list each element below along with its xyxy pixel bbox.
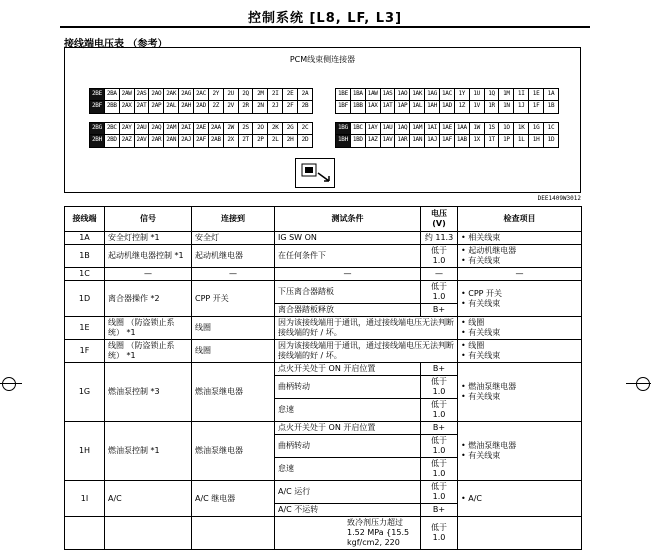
table-row bbox=[65, 245, 582, 268]
connector-pin: 1AE bbox=[440, 123, 455, 135]
connector-pin: 1AH bbox=[425, 101, 440, 113]
connector-pin: 2BC bbox=[105, 123, 120, 135]
connector-pin: 1AX bbox=[366, 101, 381, 113]
inspection-cell bbox=[458, 517, 582, 550]
connector-pin: 1I bbox=[514, 89, 529, 101]
connector-pin: 1J bbox=[514, 101, 529, 113]
connector-pin: 2AT bbox=[135, 101, 150, 113]
connector-pin: 2P bbox=[253, 135, 268, 147]
connector-pin: 2E bbox=[283, 89, 298, 101]
connector-pin: 1BE bbox=[336, 89, 351, 101]
table-row bbox=[65, 340, 582, 363]
connector-pin: 1S bbox=[485, 123, 500, 135]
connector-pin: 1AV bbox=[381, 135, 396, 147]
connected-cell: 安全灯 bbox=[192, 232, 275, 245]
signal-cell: 安全灯控制 *1 bbox=[105, 232, 192, 245]
connector-pin: 1AJ bbox=[425, 135, 440, 147]
connector-pin: 1V bbox=[470, 101, 485, 113]
connector-pin: 2C bbox=[298, 123, 312, 135]
connector-pin: 1BD bbox=[351, 135, 366, 147]
connector-pin: 2BB bbox=[105, 101, 120, 113]
connector-pin: 1AQ bbox=[395, 123, 410, 135]
connector-pin: 1H bbox=[529, 135, 544, 147]
connector-pin: 1G bbox=[529, 123, 544, 135]
connector-pin: 2U bbox=[224, 89, 239, 101]
signal-cell: 线圈 （防盗锁止系统） *1 bbox=[105, 340, 192, 363]
terminal-cell: 1B bbox=[65, 245, 105, 268]
terminal-cell: 1D bbox=[65, 281, 105, 317]
page-header: 控制系统 [L8, LF, L3] bbox=[247, 11, 403, 26]
condition-cell: 离合器踏板释放 bbox=[275, 304, 421, 317]
condition-cell: 怠速 bbox=[275, 399, 421, 422]
voltage-cell: B+ bbox=[421, 304, 458, 317]
connector-pin: 2AJ bbox=[179, 135, 194, 147]
connector-pin: 1AU bbox=[381, 123, 396, 135]
connector-pin: 1AA bbox=[455, 123, 470, 135]
voltage-cell: 低于 1.0 bbox=[421, 435, 458, 458]
connector-pin: 2AP bbox=[149, 101, 164, 113]
connector-pin: 1BB bbox=[351, 101, 366, 113]
connector-pin: 1F bbox=[529, 101, 544, 113]
voltage-cell: 低于 1.0 bbox=[421, 281, 458, 304]
voltage-cell: 低于 1.0 bbox=[421, 517, 458, 550]
connector-pin: 1AY bbox=[366, 123, 381, 135]
connector-pin: 1A bbox=[544, 89, 558, 101]
connected-cell: 起动机继电器 bbox=[192, 245, 275, 268]
connector-pin: 1E bbox=[529, 89, 544, 101]
header-rule bbox=[60, 26, 590, 28]
connector-pin: 1AR bbox=[395, 135, 410, 147]
col-connected-to: 连接到 bbox=[192, 207, 275, 232]
inspection-cell: • 燃油泵继电器 • 有关线束 bbox=[458, 422, 582, 481]
voltage-cell: B+ bbox=[421, 422, 458, 435]
connected-cell: A/C 继电器 bbox=[192, 481, 275, 517]
connector-pin: 1B bbox=[547, 102, 555, 109]
connector-pin: 1O bbox=[499, 123, 514, 135]
connector-pin: 2AB bbox=[209, 135, 224, 147]
table-row bbox=[65, 232, 582, 245]
connector-pin: 1L bbox=[514, 135, 529, 147]
col-signal: 信号 bbox=[105, 207, 192, 232]
connector-block-1-top bbox=[335, 88, 559, 114]
inspection-cell: • 相关线束 bbox=[458, 232, 582, 245]
condition-cell: 怠速 bbox=[275, 458, 421, 481]
table-row bbox=[65, 363, 582, 376]
connector-pin: 2M bbox=[253, 89, 268, 101]
connector-pin: 1Y bbox=[455, 89, 470, 101]
inspection-cell: • 线圈 • 有关线束 bbox=[458, 317, 582, 340]
signal-cell: — bbox=[105, 268, 192, 281]
connector-pin: 2Z bbox=[209, 101, 224, 113]
connector-pin: 1Q bbox=[485, 89, 500, 101]
connector-pin: 2AQ bbox=[149, 123, 164, 135]
connector-pin: 2AX bbox=[120, 101, 135, 113]
connector-pin: 2BD bbox=[105, 135, 120, 147]
connector-pin: 1AS bbox=[381, 89, 396, 101]
connector-pin: 2AZ bbox=[120, 135, 135, 147]
connector-pin: 1P bbox=[499, 135, 514, 147]
voltage-cell: B+ bbox=[421, 363, 458, 376]
connector-pin: 2AR bbox=[149, 135, 164, 147]
connector-pin: 2T bbox=[239, 135, 254, 147]
connector-pin: 2R bbox=[239, 101, 254, 113]
terminal-cell: 1A bbox=[65, 232, 105, 245]
connector-pin: 1AN bbox=[410, 135, 425, 147]
col-inspection: 检查项目 bbox=[458, 207, 582, 232]
connector-pin: 2AM bbox=[164, 123, 179, 135]
connector-pin: 2Q bbox=[239, 89, 254, 101]
connector-pin: 1BC bbox=[351, 123, 366, 135]
connector-pin: 2L bbox=[268, 135, 283, 147]
voltage-cell: 约 11.3 bbox=[421, 232, 458, 245]
connector-pin: 2AF bbox=[194, 135, 209, 147]
terminal-cell: 1F bbox=[65, 340, 105, 363]
condition-cell: A/C 不运转 bbox=[275, 504, 421, 517]
connector-pin-row bbox=[336, 89, 558, 101]
table-row bbox=[65, 317, 582, 340]
connector-pin: 1AF bbox=[440, 135, 455, 147]
connector-pin: 2AI bbox=[179, 123, 194, 135]
voltage-cell: 低于 1.0 bbox=[421, 376, 458, 399]
inspection-cell: • 线圈 • 有关线束 bbox=[458, 340, 582, 363]
connected-cell: CPP 开关 bbox=[192, 281, 275, 317]
connected-cell bbox=[192, 517, 275, 550]
connector-pin-row bbox=[90, 135, 312, 147]
connected-cell: 燃油泵继电器 bbox=[192, 363, 275, 422]
connector-pin: 2AC bbox=[194, 89, 209, 101]
table-header-row bbox=[65, 207, 582, 232]
connector-pin: 2G bbox=[283, 123, 298, 135]
terminal-cell: 1G bbox=[65, 363, 105, 422]
connector-pin: 1R bbox=[485, 101, 500, 113]
connector-pin: 1AO bbox=[395, 89, 410, 101]
condition-cell: 因为该接线端用于通讯，通过接线端电压无法判断接线端的好 / 坏。 bbox=[275, 317, 458, 340]
connector-pin: 1AB bbox=[455, 135, 470, 147]
terminal-voltage-table bbox=[64, 206, 582, 550]
connector-plug-icon bbox=[295, 158, 335, 188]
connector-pin: 1BG bbox=[336, 123, 351, 135]
condition-cell: 下压离合器踏板 bbox=[275, 281, 421, 304]
connector-pin: 2AN bbox=[164, 135, 179, 147]
connector-pin: 2S bbox=[239, 123, 254, 135]
connector-pin: 2AO bbox=[149, 89, 164, 101]
voltage-cell: 低于 1.0 bbox=[421, 399, 458, 422]
connector-pin: 1W bbox=[470, 123, 485, 135]
connector-pin: 1BA bbox=[351, 89, 366, 101]
connector-pin: 2I bbox=[268, 89, 283, 101]
connector-pin: 2Y bbox=[209, 89, 224, 101]
terminal-cell bbox=[65, 517, 105, 550]
connector-pin: 2BE bbox=[90, 89, 105, 101]
connected-cell: 线圈 bbox=[192, 317, 275, 340]
connector-pin: 1K bbox=[514, 123, 529, 135]
condition-cell: IG SW ON bbox=[275, 232, 421, 245]
connector-pin: 1AL bbox=[410, 101, 425, 113]
connector-block-1-bottom bbox=[335, 122, 559, 148]
connector-pin: 1AZ bbox=[366, 135, 381, 147]
connector-pin: 1AK bbox=[410, 89, 425, 101]
col-voltage: 电压 (V) bbox=[421, 207, 458, 232]
connector-pin: 2X bbox=[224, 135, 239, 147]
signal-cell bbox=[105, 517, 192, 550]
connector-pin: 1U bbox=[470, 89, 485, 101]
col-test-condition: 测试条件 bbox=[275, 207, 421, 232]
condition-cell: 曲柄转动 bbox=[275, 435, 421, 458]
condition-cell: 点火开关处于 ON 开启位置 bbox=[275, 422, 421, 435]
terminal-cell: 1H bbox=[65, 422, 105, 481]
connector-pin: 2H bbox=[283, 135, 298, 147]
connector-pin: 2AD bbox=[194, 101, 209, 113]
connector-pin: 1C bbox=[544, 123, 558, 135]
connector-pin: 1N bbox=[499, 101, 514, 113]
voltage-cell: B+ bbox=[421, 504, 458, 517]
signal-cell: 燃油泵控制 *3 bbox=[105, 363, 192, 422]
connector-pin: 2K bbox=[268, 123, 283, 135]
connector-pin: 2V bbox=[224, 101, 239, 113]
connector-pin: 2F bbox=[283, 101, 298, 113]
inspection-cell: • CPP 开关 • 有关线束 bbox=[458, 281, 582, 317]
connector-pin: 2B bbox=[301, 102, 309, 109]
signal-cell: A/C bbox=[105, 481, 192, 517]
connector-pin: 1AT bbox=[381, 101, 396, 113]
connector-pin: 2AH bbox=[179, 101, 194, 113]
terminal-cell: 1E bbox=[65, 317, 105, 340]
connected-cell: 线圈 bbox=[192, 340, 275, 363]
inspection-cell: • A/C bbox=[458, 481, 582, 517]
connector-figure bbox=[64, 47, 581, 193]
section-title: 接线端电压表 （参考） bbox=[64, 39, 168, 50]
condition-cell: A/C 运行 bbox=[275, 481, 421, 504]
connector-pin: 2O bbox=[253, 123, 268, 135]
signal-cell: 燃油泵控制 *1 bbox=[105, 422, 192, 481]
connector-pin: 2AL bbox=[164, 101, 179, 113]
table-row bbox=[65, 281, 582, 304]
crop-mark-left-line bbox=[0, 383, 22, 384]
connector-pin: 1D bbox=[547, 136, 555, 143]
connector-pin: 1X bbox=[470, 135, 485, 147]
connector-pin-row bbox=[336, 123, 558, 135]
table-row bbox=[65, 481, 582, 504]
connector-pin-row bbox=[336, 135, 558, 147]
connector-pin: 1AG bbox=[425, 89, 440, 101]
connector-pin: 1AD bbox=[440, 101, 455, 113]
condition-cell: 因为该接线端用于通讯，通过接线端电压无法判断接线端的好 / 坏。 bbox=[275, 340, 458, 363]
connector-pin: 1AI bbox=[425, 123, 440, 135]
connector-pin: 1AP bbox=[395, 101, 410, 113]
col-terminal: 接线端 bbox=[65, 207, 105, 232]
condition-cell: 在任何条件下 bbox=[275, 245, 421, 268]
connector-pin: 2AU bbox=[135, 123, 150, 135]
condition-cell: 曲柄转动 bbox=[275, 376, 421, 399]
connector-pin: 2BA bbox=[105, 89, 120, 101]
crop-mark-right-line bbox=[626, 383, 651, 384]
voltage-cell: 低于 1.0 bbox=[421, 458, 458, 481]
connector-pin: 2AK bbox=[164, 89, 179, 101]
voltage-cell: 低于 1.0 bbox=[421, 481, 458, 504]
connector-pin: 2A bbox=[298, 89, 312, 101]
connector-pin: 2AE bbox=[194, 123, 209, 135]
condition-cell: — bbox=[275, 268, 421, 281]
connector-pin: 2BG bbox=[90, 123, 105, 135]
voltage-cell: 低于 1.0 bbox=[421, 245, 458, 268]
connector-pin: 2BF bbox=[90, 101, 105, 113]
figure-code: DEE1409W3012 bbox=[537, 195, 581, 202]
connector-pin: 1BF bbox=[336, 101, 351, 113]
table-row bbox=[65, 268, 582, 281]
connector-pin: 1M bbox=[499, 89, 514, 101]
connected-cell: — bbox=[192, 268, 275, 281]
crop-mark-right bbox=[636, 377, 650, 391]
terminal-cell: 1C bbox=[65, 268, 105, 281]
signal-cell: 起动机继电器控制 *1 bbox=[105, 245, 192, 268]
inspection-cell: • 起动机继电器 • 有关线束 bbox=[458, 245, 582, 268]
table-row bbox=[65, 422, 582, 435]
connector-pin: 2J bbox=[268, 101, 283, 113]
connector-pin: 1T bbox=[485, 135, 500, 147]
connector-pin: 1AC bbox=[440, 89, 455, 101]
connector-pin: 1Z bbox=[455, 101, 470, 113]
inspection-cell: — bbox=[458, 268, 582, 281]
connector-pin-row bbox=[336, 101, 558, 113]
connector-pin: 2AS bbox=[135, 89, 150, 101]
connector-pin: 2AG bbox=[179, 89, 194, 101]
connector-pin: 1AW bbox=[366, 89, 381, 101]
inspection-cell: • 燃油泵继电器 • 有关线束 bbox=[458, 363, 582, 422]
connector-pin: 2AV bbox=[135, 135, 150, 147]
connector-block-2-top bbox=[89, 88, 313, 114]
connector-caption: PCM线束侧连接器 bbox=[289, 55, 356, 64]
connector-pin: 2N bbox=[253, 101, 268, 113]
connected-cell: 燃油泵继电器 bbox=[192, 422, 275, 481]
connector-pin: 1AM bbox=[410, 123, 425, 135]
signal-cell: 线圈 （防盗锁止系统） *1 bbox=[105, 317, 192, 340]
connector-block-2-bottom bbox=[89, 122, 313, 148]
connector-pin: 2AA bbox=[209, 123, 224, 135]
connector-pin: 2D bbox=[301, 136, 309, 143]
voltage-cell: — bbox=[421, 268, 458, 281]
connector-pin-row bbox=[90, 123, 312, 135]
connector-pin: 2BH bbox=[90, 135, 105, 147]
condition-cell: 致冷剂压力超过 1.52 MPa {15.5 kgf/cm2, 220 bbox=[275, 517, 421, 550]
signal-cell: 离合器操作 *2 bbox=[105, 281, 192, 317]
terminal-cell: 1I bbox=[65, 481, 105, 517]
connector-pin: 1BH bbox=[336, 135, 351, 147]
connector-pin-row bbox=[90, 89, 312, 101]
connector-pin-row bbox=[90, 101, 312, 113]
crop-mark-left bbox=[2, 377, 16, 391]
condition-cell: 点火开关处于 ON 开启位置 bbox=[275, 363, 421, 376]
table-row bbox=[65, 517, 582, 550]
connector-pin: 2AY bbox=[120, 123, 135, 135]
connector-pin: 2AW bbox=[120, 89, 135, 101]
connector-pin: 2W bbox=[224, 123, 239, 135]
